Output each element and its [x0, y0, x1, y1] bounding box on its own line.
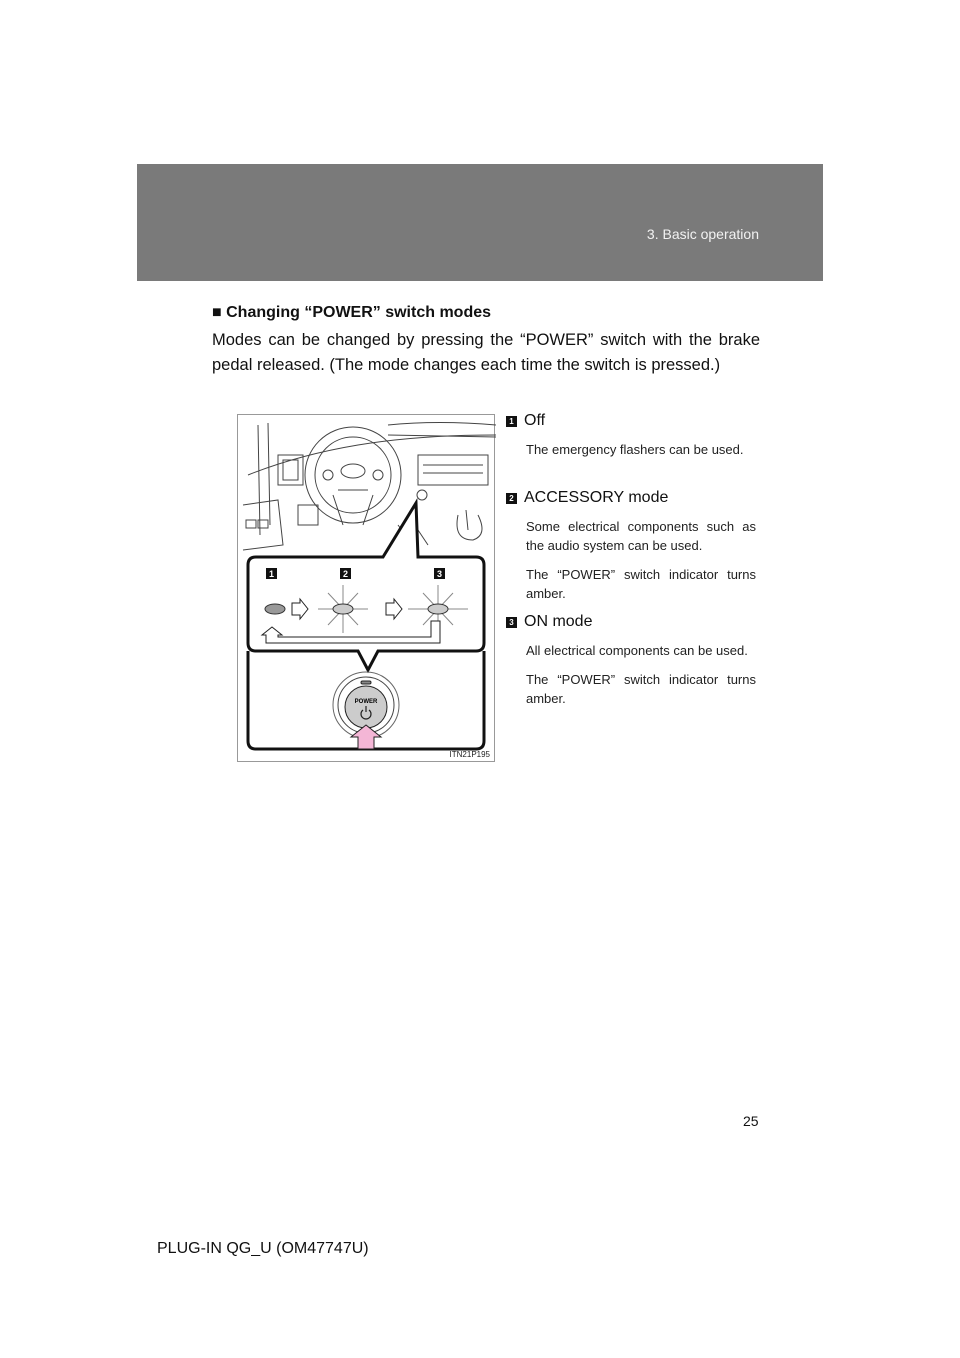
intro-paragraph: Modes can be changed by pressing the “POWER” switch with the brake pedal released. (The mode changes each time the switch is pressed.) [212, 331, 760, 374]
section-title: 3. Basic operation [646, 226, 759, 242]
power-switch-illustration [237, 414, 495, 762]
mode-title: ACCESSORY mode [524, 489, 669, 506]
svg-text:2: 2 [342, 569, 349, 579]
svg-text:1: 1 [268, 569, 275, 579]
footer-doc-code: PLUG-IN QG_U (OM47747U) [157, 1240, 369, 1257]
indicator-off [265, 604, 285, 614]
press-arrow-icon [351, 725, 381, 749]
mode-title: Off [524, 412, 546, 429]
indicator-accessory [333, 604, 353, 614]
mode-item-accessory [506, 489, 756, 603]
indicator-on [428, 604, 448, 614]
number-badge: 1 [506, 416, 517, 427]
svg-text:3: 3 [436, 569, 443, 579]
callout-box [248, 503, 484, 670]
mode-description: The “POWER” switch indicator turns amber. [526, 672, 756, 706]
mode-description: Some electrical components such as the audio system can be used. [526, 519, 756, 553]
figure-code: ITN21P195 [449, 750, 490, 759]
section-header-band [137, 164, 823, 281]
power-button-label: POWER [354, 699, 378, 705]
mode-description: The emergency flashers can be used. [526, 442, 744, 457]
subheading: ■ Changing “POWER” switch modes [212, 304, 492, 321]
mode-title: ON mode [524, 613, 593, 630]
number-badge: 2 [506, 493, 517, 504]
page-number: 25 [743, 1113, 759, 1129]
mode-item-off [506, 412, 756, 459]
mode-item-on [506, 613, 756, 708]
mode-description: The “POWER” switch indicator turns amber. [526, 567, 756, 601]
dashboard-drawing [238, 415, 496, 763]
number-badge: 3 [506, 617, 517, 628]
mode-description: All electrical components can be used. [526, 643, 748, 658]
